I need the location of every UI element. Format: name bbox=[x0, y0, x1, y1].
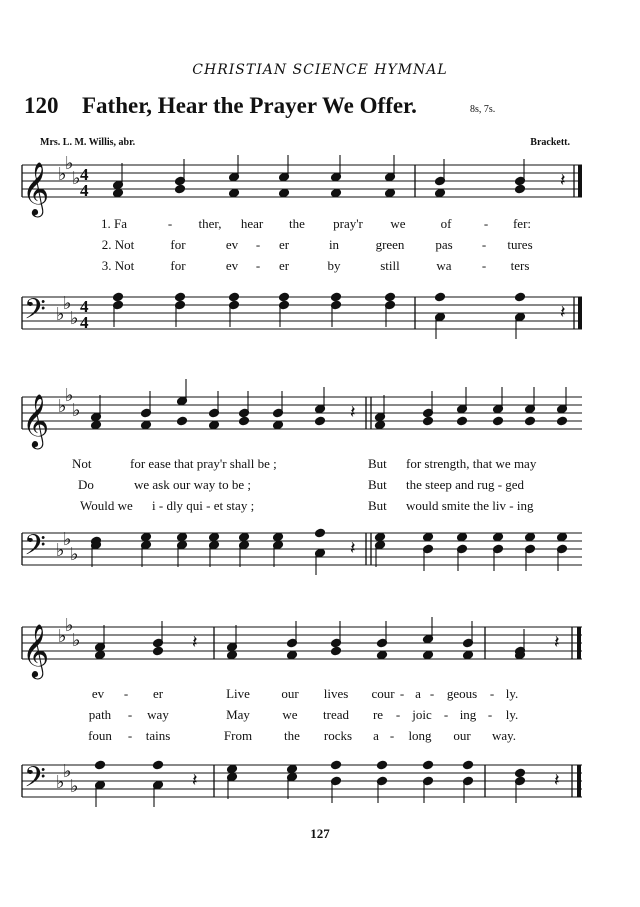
composer: Brackett. bbox=[530, 137, 570, 148]
note-head bbox=[91, 420, 102, 430]
lyric: we bbox=[390, 216, 406, 231]
note-head bbox=[141, 532, 152, 542]
note-head bbox=[177, 532, 188, 542]
lyric: - bbox=[167, 216, 173, 231]
note-head bbox=[463, 650, 474, 660]
rest-icon: 𝄽 bbox=[350, 538, 356, 559]
note-head bbox=[175, 292, 186, 302]
svg-text:4: 4 bbox=[80, 313, 89, 332]
rest-icon: 𝄽 bbox=[554, 770, 560, 791]
treble-staff-2 bbox=[0, 382, 640, 452]
lyric: ly. bbox=[505, 707, 519, 722]
note-head bbox=[279, 188, 290, 198]
lyric: 3. Not bbox=[101, 258, 135, 273]
note-head bbox=[95, 650, 106, 660]
lyric: our bbox=[453, 728, 471, 743]
lyric: re bbox=[372, 707, 384, 722]
note-head bbox=[435, 292, 446, 302]
svg-text:♭: ♭ bbox=[56, 540, 65, 561]
lyric: 1. Fa bbox=[101, 216, 127, 231]
note-head bbox=[229, 188, 240, 198]
lyric: for ease that pray'r shall be ; bbox=[130, 456, 277, 471]
note-head bbox=[273, 532, 284, 542]
svg-text:♭: ♭ bbox=[70, 308, 79, 329]
rest-icon: 𝄽 bbox=[350, 402, 356, 423]
key-signature-flats bbox=[58, 615, 81, 651]
lyric: the bbox=[284, 728, 300, 743]
note-head bbox=[423, 760, 434, 770]
note-head bbox=[525, 532, 536, 542]
lyric: we bbox=[282, 707, 298, 722]
lyric: - bbox=[443, 707, 449, 722]
lyric: would smite the liv - ing bbox=[406, 498, 534, 513]
svg-text:♭: ♭ bbox=[65, 385, 74, 406]
svg-text:♭: ♭ bbox=[63, 529, 72, 550]
svg-text:♭: ♭ bbox=[65, 615, 74, 636]
lyric: fer: bbox=[512, 216, 532, 231]
svg-text:♭: ♭ bbox=[72, 630, 81, 651]
note-head bbox=[463, 760, 474, 770]
note-head bbox=[515, 768, 526, 778]
treble-staff-1 bbox=[0, 150, 640, 220]
lyric: cour bbox=[371, 686, 395, 701]
lyric: er bbox=[278, 237, 290, 252]
notes-treble-2 bbox=[91, 379, 568, 430]
lyric: for bbox=[170, 258, 186, 273]
lyric: ly. bbox=[505, 686, 519, 701]
lyric: - bbox=[255, 258, 261, 273]
lyric: the bbox=[289, 216, 305, 231]
svg-text:♭: ♭ bbox=[63, 293, 72, 314]
lyric: ev bbox=[225, 258, 239, 273]
svg-text:4: 4 bbox=[80, 181, 89, 200]
treble-staff-3 bbox=[0, 612, 640, 682]
lyric: Do bbox=[78, 477, 94, 492]
note-head bbox=[377, 760, 388, 770]
treble-clef-icon: 𝄞 bbox=[22, 393, 50, 447]
notes-bass-1 bbox=[113, 292, 566, 339]
lyric: rocks bbox=[323, 728, 353, 743]
note-head bbox=[331, 292, 342, 302]
lyric: - bbox=[389, 728, 395, 743]
note-head bbox=[377, 650, 388, 660]
svg-text:♭: ♭ bbox=[58, 164, 67, 185]
time-signature: 4 bbox=[80, 165, 89, 184]
svg-text:♭: ♭ bbox=[56, 304, 65, 325]
rest-icon: 𝄽 bbox=[554, 632, 560, 653]
lyric: joic bbox=[412, 707, 432, 722]
note-head bbox=[385, 188, 396, 198]
note-head bbox=[239, 416, 250, 426]
note-head bbox=[287, 650, 298, 660]
note-head bbox=[493, 416, 504, 426]
lyric: Live bbox=[226, 686, 250, 701]
note-head bbox=[331, 760, 342, 770]
note-head bbox=[279, 292, 290, 302]
page-number: 127 bbox=[310, 826, 330, 841]
lyric: way. bbox=[491, 728, 517, 743]
note-head bbox=[273, 420, 284, 430]
svg-text:♭: ♭ bbox=[63, 761, 72, 782]
bass-staff-3 bbox=[0, 750, 640, 820]
svg-text:4: 4 bbox=[80, 297, 89, 316]
lyric: - bbox=[429, 686, 435, 701]
rest-icon: 𝄽 bbox=[192, 770, 198, 791]
note-head bbox=[515, 292, 526, 302]
lyric: May bbox=[226, 707, 250, 722]
lyric: still bbox=[380, 258, 400, 273]
note-head bbox=[95, 760, 106, 770]
lyric: - bbox=[123, 686, 129, 701]
lyric: From bbox=[223, 728, 253, 743]
note-head bbox=[209, 420, 220, 430]
note-head bbox=[287, 764, 298, 774]
note-head bbox=[113, 188, 124, 198]
lyric: tures bbox=[507, 237, 533, 252]
lyric: pas bbox=[435, 237, 453, 252]
notes-treble-1 bbox=[113, 155, 566, 198]
lyric: ing bbox=[459, 707, 477, 722]
lyric: we ask our way to be ; bbox=[134, 477, 251, 492]
note-head bbox=[153, 646, 164, 656]
key-signature-flats bbox=[58, 153, 81, 189]
note-head bbox=[557, 532, 568, 542]
svg-text:♭: ♭ bbox=[58, 626, 67, 647]
bass-clef-icon: 𝄢 bbox=[24, 293, 46, 333]
bass-clef-icon: 𝄢 bbox=[24, 761, 46, 801]
note-head bbox=[423, 650, 434, 660]
lyric: a bbox=[373, 728, 379, 743]
lyric: long bbox=[408, 728, 432, 743]
lyric: tread bbox=[323, 707, 349, 722]
lyric: - bbox=[127, 707, 133, 722]
lyric: - bbox=[481, 258, 487, 273]
lyric: - bbox=[395, 707, 401, 722]
svg-text:♭: ♭ bbox=[72, 400, 81, 421]
notes-bass-3 bbox=[95, 760, 560, 807]
svg-text:♭: ♭ bbox=[72, 168, 81, 189]
lyric: - bbox=[483, 216, 489, 231]
note-head bbox=[331, 646, 342, 656]
lyric: Not bbox=[72, 456, 92, 471]
note-head bbox=[557, 416, 568, 426]
lyric: er bbox=[278, 258, 290, 273]
lyric: pray'r bbox=[333, 216, 363, 231]
lyric: - bbox=[255, 237, 261, 252]
meter: 8s, 7s. bbox=[470, 104, 496, 115]
lyric: ters bbox=[510, 258, 530, 273]
note-head bbox=[239, 532, 250, 542]
key-signature-flats bbox=[58, 385, 81, 421]
note-head bbox=[457, 532, 468, 542]
bass-staff-2 bbox=[0, 518, 640, 588]
bass-staff-1 bbox=[0, 282, 640, 352]
lyric: - bbox=[487, 707, 493, 722]
note-head bbox=[457, 416, 468, 426]
rest-icon: 𝄽 bbox=[192, 632, 198, 653]
note-head bbox=[493, 532, 504, 542]
svg-text:♭: ♭ bbox=[70, 544, 79, 565]
lyric: ev bbox=[91, 686, 105, 701]
notes-treble-3 bbox=[95, 617, 560, 660]
lyric: i - dly qui - et stay ; bbox=[152, 498, 255, 513]
lyric: foun bbox=[88, 728, 112, 743]
svg-text:♭: ♭ bbox=[58, 396, 67, 417]
author: Mrs. L. M. Willis, abr. bbox=[40, 137, 136, 148]
lyric: geous bbox=[446, 686, 478, 701]
lyric: way bbox=[147, 707, 169, 722]
note-head bbox=[229, 292, 240, 302]
note-head bbox=[113, 292, 124, 302]
note-head bbox=[175, 184, 186, 194]
lyric: in bbox=[328, 237, 340, 252]
lyric: 2. Not bbox=[101, 237, 135, 252]
note-head bbox=[209, 532, 220, 542]
key-signature-flats bbox=[56, 529, 79, 565]
lyric: our bbox=[281, 686, 299, 701]
note-head bbox=[141, 420, 152, 430]
lyric: hear bbox=[240, 216, 264, 231]
lyric: path bbox=[88, 707, 112, 722]
note-head bbox=[227, 764, 238, 774]
rest-icon: 𝄽 bbox=[560, 170, 566, 191]
lyric: wa bbox=[436, 258, 452, 273]
note-head bbox=[153, 760, 164, 770]
svg-text:♭: ♭ bbox=[70, 776, 79, 797]
hymn-title: Father, Hear the Prayer We Offer. bbox=[82, 93, 417, 118]
note-head bbox=[227, 650, 238, 660]
rest-icon: 𝄽 bbox=[560, 302, 566, 323]
lyric: - bbox=[127, 728, 133, 743]
note-head bbox=[515, 184, 526, 194]
notes-bass-2 bbox=[91, 528, 568, 575]
lyric: - bbox=[489, 686, 495, 701]
note-head bbox=[315, 528, 326, 538]
lyric: for bbox=[170, 237, 186, 252]
lyric: - bbox=[399, 686, 405, 701]
key-signature-flats bbox=[56, 761, 79, 797]
running-title: CHRISTIAN SCIENCE HYMNAL bbox=[192, 62, 448, 78]
note-head bbox=[177, 416, 188, 426]
lyric: But bbox=[368, 456, 387, 471]
lyric: for strength, that we may bbox=[406, 456, 537, 471]
lyric: But bbox=[368, 498, 387, 513]
lyric: ev bbox=[225, 237, 239, 252]
lyric: of bbox=[440, 216, 452, 231]
key-signature-flats bbox=[56, 293, 79, 329]
lyric: green bbox=[375, 237, 405, 252]
lyric: ther, bbox=[198, 216, 222, 231]
lyric: by bbox=[327, 258, 341, 273]
hymn-number: 120 bbox=[24, 93, 59, 118]
lyric: lives bbox=[323, 686, 349, 701]
note-head bbox=[525, 416, 536, 426]
note-head bbox=[423, 416, 434, 426]
treble-clef-icon: 𝄞 bbox=[22, 623, 50, 677]
lyric: tains bbox=[145, 728, 171, 743]
lyric: the steep and rug - ged bbox=[406, 477, 525, 492]
note-head bbox=[385, 292, 396, 302]
treble-clef-icon: 𝄞 bbox=[22, 161, 50, 215]
bass-clef-icon: 𝄢 bbox=[24, 529, 46, 569]
lyric: er bbox=[152, 686, 164, 701]
note-head bbox=[375, 532, 386, 542]
note-head bbox=[331, 188, 342, 198]
note-head bbox=[375, 420, 386, 430]
note-head bbox=[435, 188, 446, 198]
note-head bbox=[423, 532, 434, 542]
svg-text:♭: ♭ bbox=[65, 153, 74, 174]
svg-text:♭: ♭ bbox=[56, 772, 65, 793]
lyric: a bbox=[415, 686, 421, 701]
lyric: - bbox=[481, 237, 487, 252]
note-head bbox=[315, 416, 326, 426]
lyric: But bbox=[368, 477, 387, 492]
lyric: Would we bbox=[80, 498, 133, 513]
